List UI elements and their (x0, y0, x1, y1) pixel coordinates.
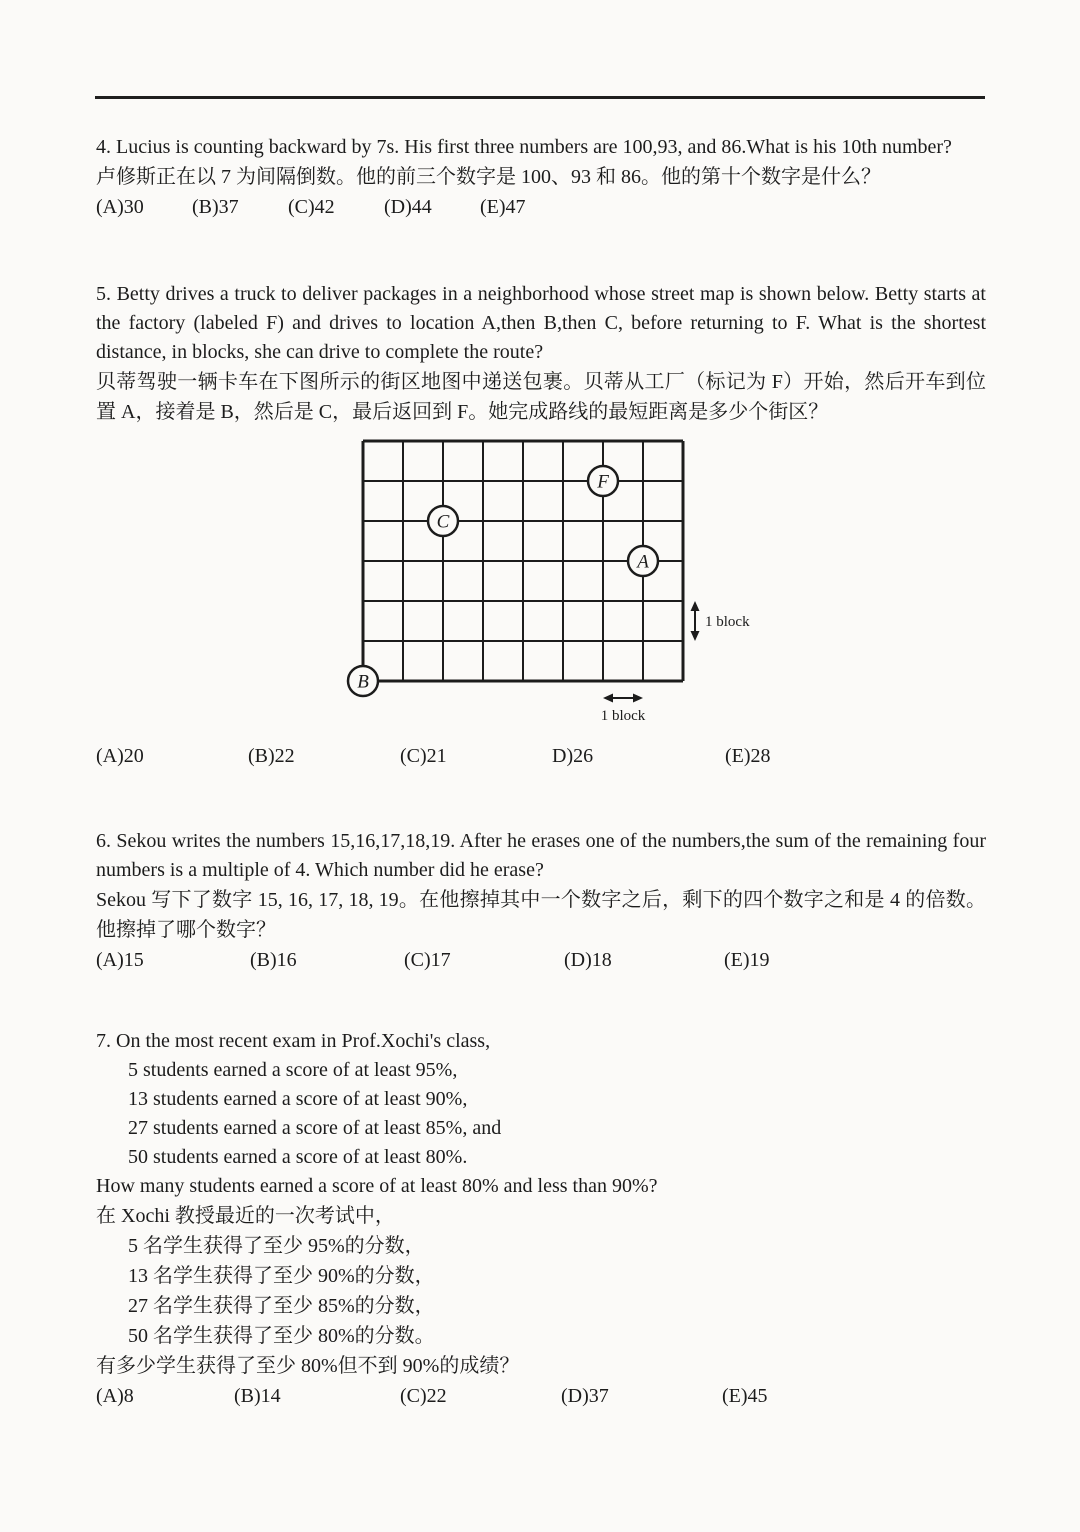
question-5-options (96, 742, 986, 771)
question-7-option-b: (B)14 (234, 1385, 281, 1407)
question-6-english: 6. Sekou writes the numbers 15,16,17,18,19. After he erases one of the numbers,the sum of the remaining four numbers is a multiple of 4. Which number did he erase? (96, 830, 986, 881)
question-5-chinese: 贝蒂驾驶一辆卡车在下图所示的街区地图中递送包裹。贝蒂从工厂（标记为 F）开始，然后开车到位置 A，接着是 B，然后是 C，最后返回到 F。她完成路线的最短距离是多少个街区？ (96, 371, 986, 423)
question-6-option-a: (A)15 (96, 949, 144, 971)
svg-text:1 block: 1 block (705, 614, 750, 630)
question-6-option-c: (C)17 (404, 949, 451, 971)
question-6 (96, 827, 986, 975)
question-7-chinese-item: 13 名学生获得了至少 90%的分数， (128, 1265, 435, 1287)
street-map-svg (343, 433, 763, 725)
question-7-chinese-item: 27 名学生获得了至少 85%的分数， (128, 1295, 435, 1317)
question-7-english-item: 5 students earned a score of at least 95%, (128, 1059, 458, 1081)
question-5-option-a: (A)20 (96, 745, 144, 767)
question-6-options (96, 946, 986, 975)
question-4-option-c: (C)42 (288, 196, 335, 218)
question-7-option-a: (A)8 (96, 1385, 134, 1407)
question-7-english-item: 50 students earned a score of at least 80%. (128, 1146, 468, 1168)
question-7-option-c: (C)22 (400, 1385, 447, 1407)
question-7-english-item: 27 students earned a score of at least 85%, and (128, 1117, 502, 1139)
svg-text:F: F (597, 471, 609, 493)
question-5 (96, 280, 986, 771)
question-5-option-e: (E)28 (725, 745, 771, 767)
question-7-english-item: 13 students earned a score of at least 90%, (128, 1088, 468, 1110)
question-7-chinese-question: 有多少学生获得了至少 80%但不到 90%的成绩？ (96, 1355, 520, 1377)
question-4-option-e: (E)47 (480, 196, 526, 218)
question-6-option-e: (E)19 (724, 949, 770, 971)
question-5-english: 5. Betty drives a truck to deliver packages in a neighborhood whose street map is shown below. Betty starts at the factory (labeled F) and drives to location A,then B,then C, before returning to F. What is the shortest distance, in blocks, she can drive to complete the route? (96, 283, 986, 363)
question-7-chinese-item: 5 名学生获得了至少 95%的分数， (128, 1235, 425, 1257)
question-6-option-d: (D)18 (564, 949, 612, 971)
top-divider (95, 96, 985, 99)
question-7-chinese-intro: 在 Xochi 教授最近的一次考试中， (96, 1205, 395, 1227)
question-4 (96, 133, 986, 222)
question-4-option-b: (B)37 (192, 196, 239, 218)
question-4-option-a: (A)30 (96, 196, 144, 218)
question-5-option-c: (C)21 (400, 745, 447, 767)
svg-text:1 block: 1 block (600, 708, 646, 724)
question-5-option-b: (B)22 (248, 745, 295, 767)
question-7-english-intro: 7. On the most recent exam in Prof.Xochi's class, (96, 1030, 491, 1052)
question-7 (96, 1027, 986, 1411)
question-6-option-b: (B)16 (250, 949, 297, 971)
question-4-english: 4. Lucius is counting backward by 7s. His first three numbers are 100,93, and 86.What is his 10th number? (96, 136, 952, 158)
question-7-chinese-item: 50 名学生获得了至少 80%的分数。 (128, 1325, 435, 1347)
question-5-option-d: D)26 (552, 745, 594, 767)
svg-text:B: B (357, 671, 369, 693)
street-map-diagram (343, 433, 986, 730)
question-7-options (96, 1382, 986, 1411)
question-7-option-e: (E)45 (722, 1385, 768, 1407)
svg-text:A: A (637, 551, 649, 573)
page-content (0, 133, 1080, 1411)
document-page (0, 96, 1080, 1532)
question-4-option-d: (D)44 (384, 196, 432, 218)
question-7-english-question: How many students earned a score of at least 80% and less than 90%? (96, 1175, 658, 1197)
question-4-chinese: 卢修斯正在以 7 为间隔倒数。他的前三个数字是 100、93 和 86。他的第十个数字是什么？ (96, 166, 881, 188)
svg-text:C: C (436, 511, 450, 533)
question-6-chinese: Sekou 写下了数字 15, 16, 17, 18, 19。在他擦掉其中一个数字之后，剩下的四个数字之和是 4 的倍数。他擦掉了哪个数字？ (96, 889, 986, 941)
question-4-options (96, 193, 986, 222)
question-7-option-d: (D)37 (561, 1385, 609, 1407)
